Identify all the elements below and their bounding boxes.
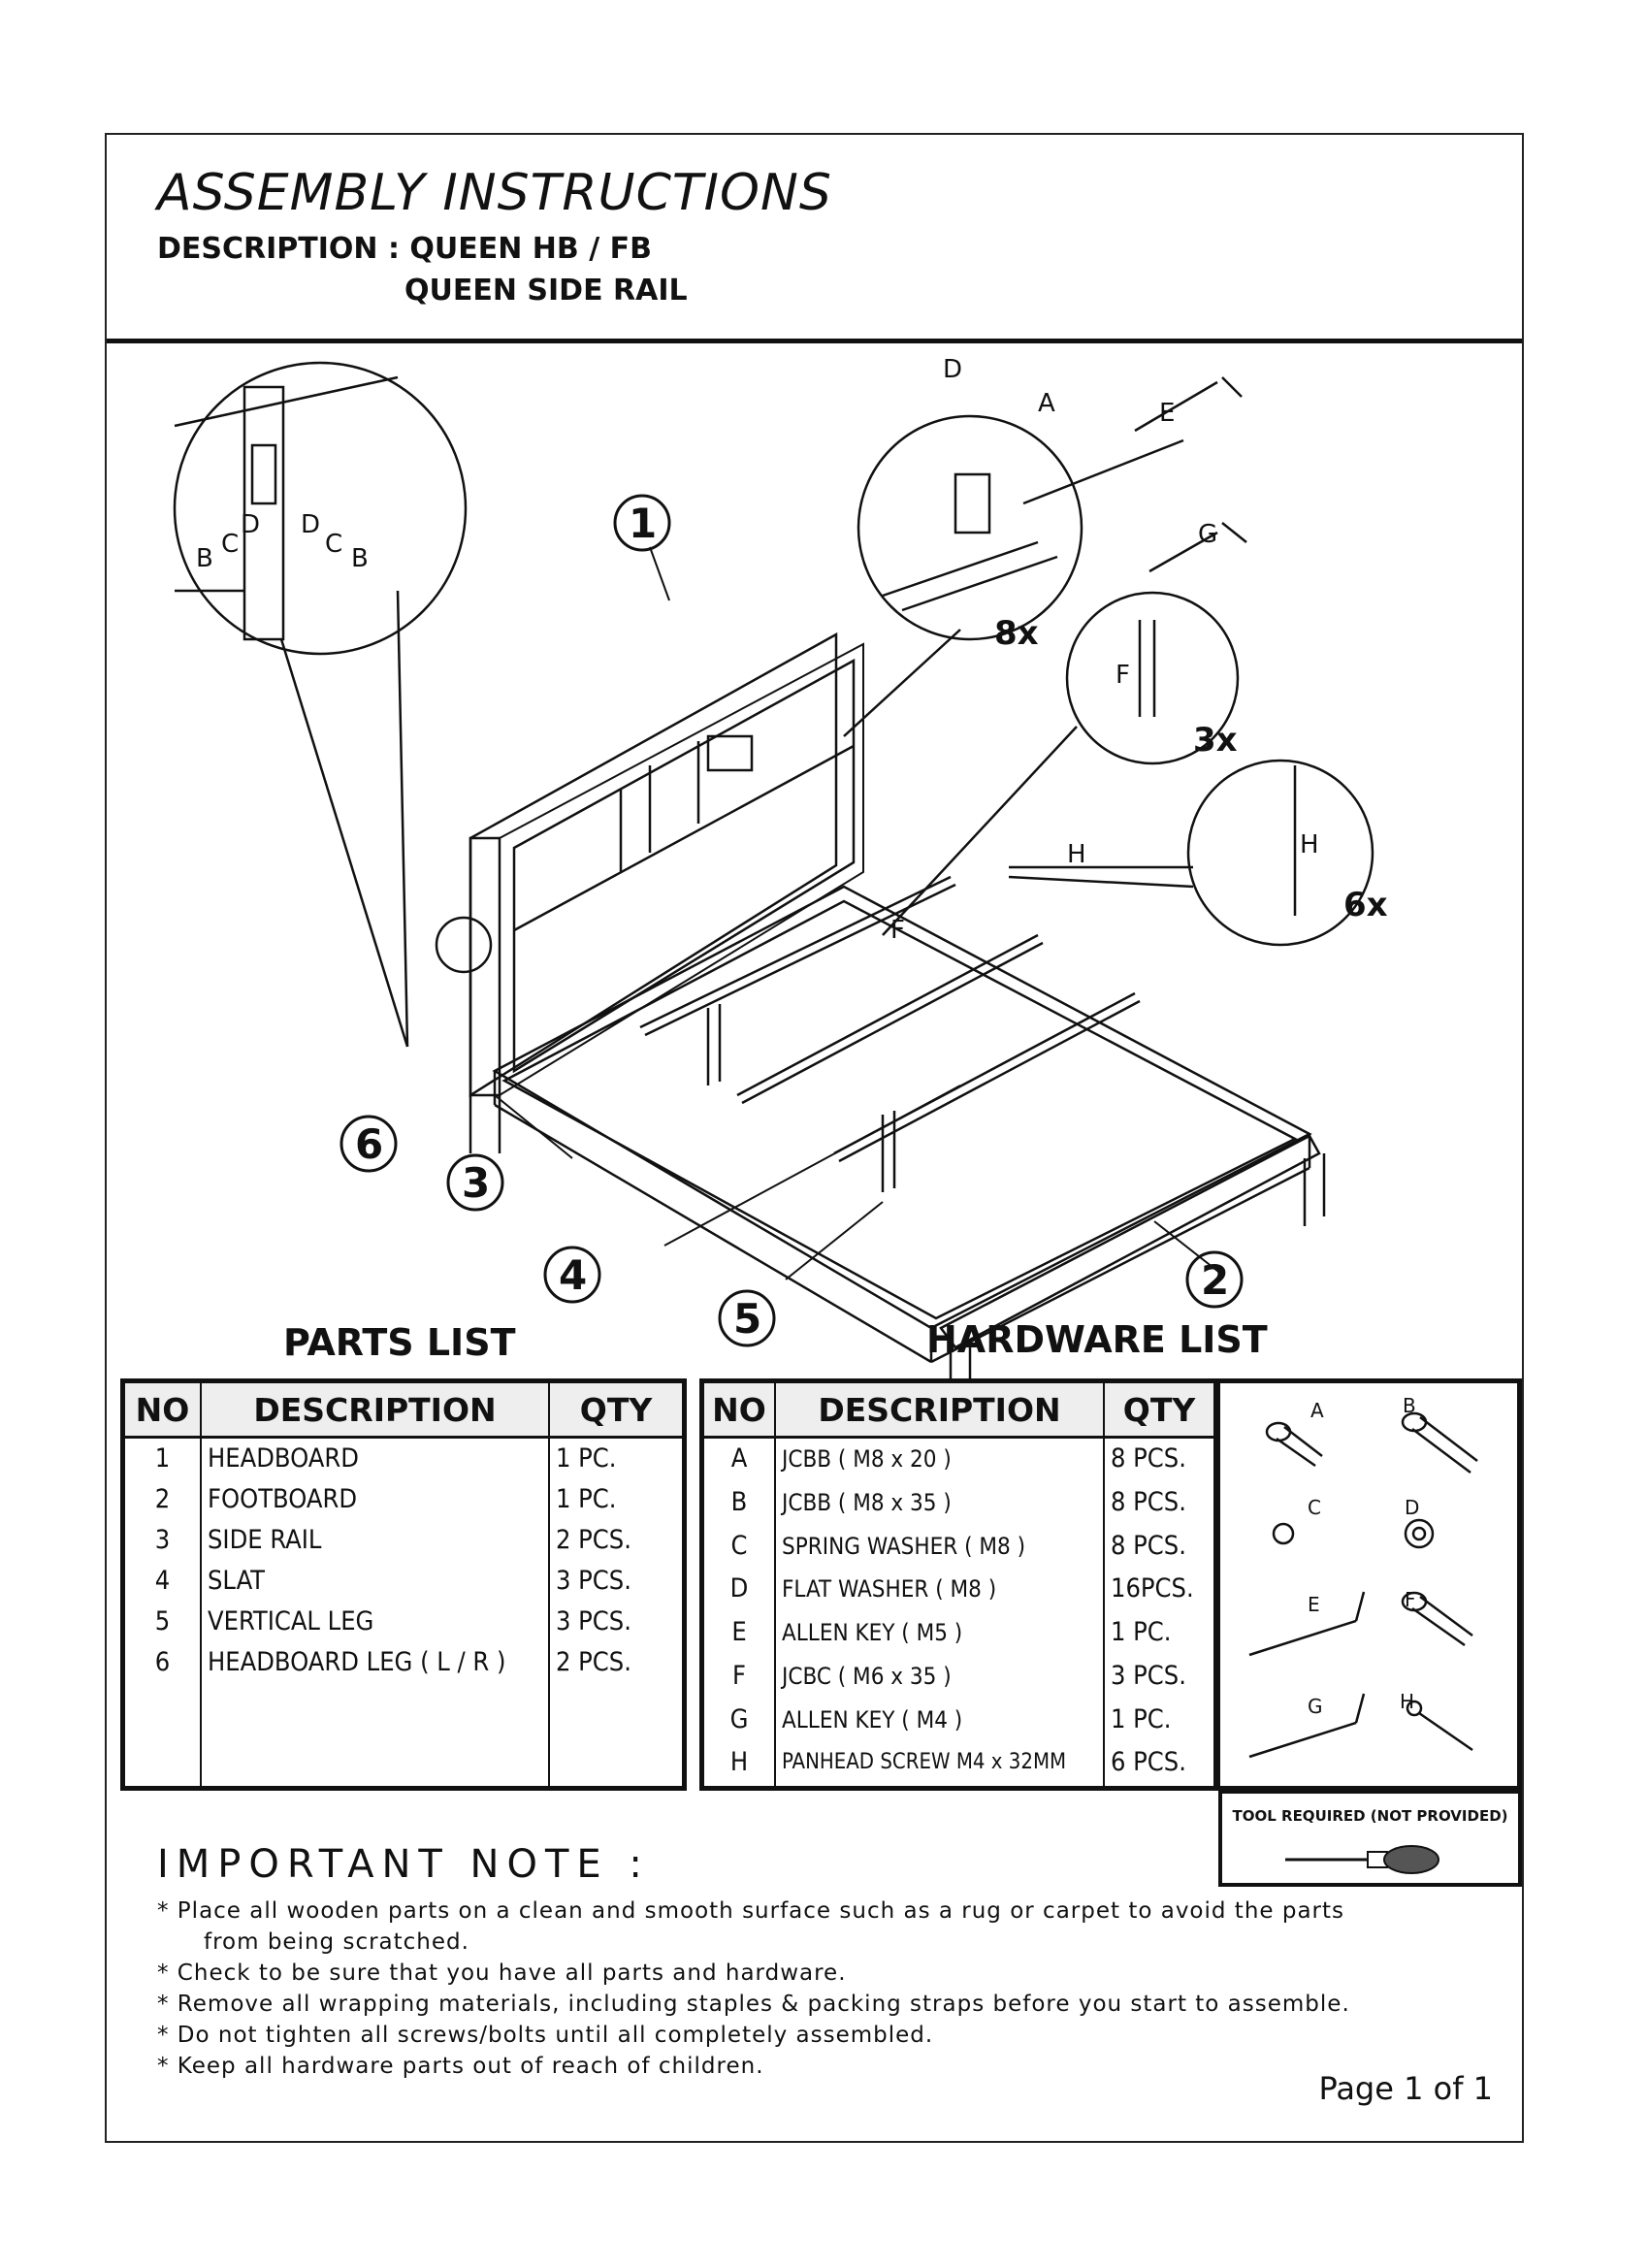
hardware-description: ALLEN KEY ( M4 ) bbox=[775, 1700, 1104, 1743]
parts-qty: 2 PCS. bbox=[556, 1647, 631, 1677]
parts-description: FOOTBOARD bbox=[201, 1479, 549, 1520]
svg-text:B: B bbox=[196, 544, 213, 573]
assembly-diagram bbox=[107, 348, 1526, 1425]
callout-3: 3 bbox=[462, 1159, 491, 1207]
callout-5: 5 bbox=[733, 1295, 762, 1343]
headboard-drawing bbox=[470, 634, 863, 1153]
hardware-description: JCBB ( M8 x 20 ) bbox=[775, 1438, 1104, 1482]
parts-no: 3 bbox=[125, 1520, 201, 1561]
table-row bbox=[704, 1612, 1213, 1656]
hardware-qty: 8 PCS. bbox=[1111, 1530, 1186, 1561]
icon-label-d: D bbox=[1405, 1496, 1420, 1519]
parts-no: 2 bbox=[125, 1479, 201, 1520]
important-note-title: IMPORTANT NOTE : bbox=[157, 1842, 650, 1887]
hardware-description: JCBC ( M6 x 35 ) bbox=[775, 1656, 1104, 1700]
svg-text:A: A bbox=[1038, 389, 1055, 418]
parts-no: 4 bbox=[125, 1561, 201, 1602]
table-row bbox=[704, 1526, 1213, 1570]
svg-text:F: F bbox=[1116, 661, 1130, 690]
svg-text:G: G bbox=[1198, 520, 1218, 549]
note-item: * Check to be sure that you have all parts and hardware. bbox=[157, 1960, 847, 1986]
hardware-no: D bbox=[704, 1569, 775, 1612]
parts-header-qty: QTY bbox=[549, 1383, 682, 1438]
parts-description: SIDE RAIL bbox=[201, 1520, 549, 1561]
hardware-qty: 1 PC. bbox=[1111, 1703, 1172, 1734]
parts-qty: 2 PCS. bbox=[556, 1525, 631, 1555]
hardware-list-title: HARDWARE LIST bbox=[926, 1318, 1268, 1361]
hardware-no: E bbox=[704, 1612, 775, 1656]
screw-h-icon bbox=[1407, 1701, 1472, 1750]
icon-label-c: C bbox=[1308, 1496, 1321, 1519]
svg-text:H: H bbox=[1067, 840, 1086, 869]
hardware-description: FLAT WASHER ( M8 ) bbox=[775, 1569, 1104, 1612]
qty-3x: 3x bbox=[1193, 721, 1238, 760]
header bbox=[107, 135, 1522, 343]
tool-required-box bbox=[1218, 1790, 1522, 1887]
flat-washer-d-icon bbox=[1406, 1520, 1433, 1547]
table-row bbox=[125, 1479, 682, 1520]
allen-key-g-icon bbox=[1249, 1694, 1364, 1757]
hardware-no: A bbox=[704, 1438, 775, 1482]
important-note-list bbox=[157, 1895, 1496, 2082]
page-number: Page 1 of 1 bbox=[1318, 2070, 1493, 2107]
detail-circle-left bbox=[175, 363, 491, 1047]
hardware-description: ALLEN KEY ( M5 ) bbox=[775, 1612, 1104, 1656]
description-line-2: QUEEN SIDE RAIL bbox=[404, 274, 688, 308]
table-row bbox=[704, 1482, 1213, 1526]
table-row bbox=[125, 1520, 682, 1561]
icon-label-b: B bbox=[1403, 1394, 1416, 1417]
table-row bbox=[125, 1438, 682, 1480]
note-item: * Place all wooden parts on a clean and smooth surface such as a rug or carpet to avoid the parts bbox=[157, 1898, 1345, 1924]
svg-text:E: E bbox=[1159, 399, 1176, 428]
note-item: from being scratched. bbox=[204, 1929, 469, 1955]
icon-label-h: H bbox=[1400, 1690, 1415, 1713]
svg-text:B: B bbox=[351, 544, 369, 573]
parts-qty: 1 PC. bbox=[556, 1443, 617, 1474]
hardware-header-qty: QTY bbox=[1104, 1383, 1213, 1438]
svg-text:D: D bbox=[241, 510, 261, 539]
hardware-description: PANHEAD SCREW M4 x 32MM bbox=[775, 1742, 1104, 1786]
note-item: * Remove all wrapping materials, including staples & packing straps before you start to assemble. bbox=[157, 1992, 1350, 2017]
bolt-b-icon bbox=[1403, 1413, 1477, 1473]
note-item: * Do not tighten all screws/bolts until all completely assembled. bbox=[157, 2023, 934, 2048]
screwdriver-icon bbox=[1276, 1834, 1470, 1878]
parts-no: 6 bbox=[125, 1642, 201, 1683]
parts-description: SLAT bbox=[201, 1561, 549, 1602]
hardware-no: F bbox=[704, 1656, 775, 1700]
hardware-no: G bbox=[704, 1700, 775, 1743]
parts-table bbox=[120, 1378, 687, 1791]
parts-header-description: DESCRIPTION bbox=[201, 1383, 549, 1438]
icon-label-f: F bbox=[1405, 1588, 1416, 1611]
hardware-header-no: NO bbox=[704, 1383, 775, 1438]
svg-text:C: C bbox=[221, 530, 240, 559]
hardware-header-description: DESCRIPTION bbox=[775, 1383, 1104, 1438]
callout-4: 4 bbox=[559, 1251, 588, 1299]
hardware-qty: 16PCS. bbox=[1111, 1573, 1194, 1604]
table-row bbox=[704, 1569, 1213, 1612]
spring-washer-c-icon bbox=[1274, 1524, 1293, 1543]
table-row bbox=[704, 1700, 1213, 1743]
callout-6: 6 bbox=[355, 1120, 384, 1168]
parts-no: 5 bbox=[125, 1602, 201, 1642]
hardware-qty: 1 PC. bbox=[1111, 1617, 1172, 1648]
description-line-1: DESCRIPTION : QUEEN HB / FB bbox=[157, 232, 652, 266]
parts-description: VERTICAL LEG bbox=[201, 1602, 549, 1642]
icon-label-e: E bbox=[1308, 1593, 1320, 1616]
qty-8x: 8x bbox=[994, 614, 1039, 653]
document-frame bbox=[105, 133, 1524, 2143]
note-item: * Keep all hardware parts out of reach of children. bbox=[157, 2054, 764, 2079]
parts-qty: 1 PC. bbox=[556, 1484, 617, 1514]
callout-2: 2 bbox=[1201, 1256, 1230, 1304]
svg-text:C: C bbox=[325, 530, 343, 559]
icon-label-g: G bbox=[1308, 1695, 1323, 1718]
tool-required-label: TOOL REQUIRED (NOT PROVIDED) bbox=[1232, 1807, 1508, 1825]
parts-qty: 3 PCS. bbox=[556, 1606, 631, 1636]
detail-circle-top-right bbox=[844, 377, 1242, 736]
hardware-table bbox=[699, 1378, 1218, 1791]
hardware-no: B bbox=[704, 1482, 775, 1526]
svg-text:D: D bbox=[301, 510, 321, 539]
table-row bbox=[125, 1561, 682, 1602]
table-row bbox=[704, 1656, 1213, 1700]
table-row bbox=[125, 1642, 682, 1683]
bolt-a-icon bbox=[1267, 1423, 1322, 1466]
parts-list-title: PARTS LIST bbox=[283, 1321, 516, 1364]
parts-description: HEADBOARD bbox=[201, 1438, 549, 1480]
svg-text:D: D bbox=[943, 355, 963, 384]
svg-text:H: H bbox=[1300, 830, 1319, 859]
hardware-icons-panel bbox=[1218, 1378, 1522, 1791]
hardware-no: C bbox=[704, 1526, 775, 1570]
hardware-qty: 8 PCS. bbox=[1111, 1443, 1186, 1474]
hardware-qty: 6 PCS. bbox=[1111, 1747, 1186, 1778]
hardware-description: JCBB ( M8 x 35 ) bbox=[775, 1482, 1104, 1526]
qty-6x: 6x bbox=[1343, 886, 1388, 924]
parts-no: 1 bbox=[125, 1438, 201, 1480]
parts-description: HEADBOARD LEG ( L / R ) bbox=[201, 1642, 549, 1683]
svg-text:F: F bbox=[890, 916, 905, 945]
table-row bbox=[125, 1602, 682, 1642]
hardware-no: H bbox=[704, 1742, 775, 1786]
hardware-qty: 3 PCS. bbox=[1111, 1660, 1186, 1691]
hardware-description: SPRING WASHER ( M8 ) bbox=[775, 1526, 1104, 1570]
document-title: ASSEMBLY INSTRUCTIONS bbox=[157, 164, 832, 222]
table-row bbox=[704, 1742, 1213, 1786]
parts-qty: 3 PCS. bbox=[556, 1566, 631, 1596]
hardware-qty: 8 PCS. bbox=[1111, 1486, 1186, 1517]
allen-key-e-icon bbox=[1249, 1592, 1364, 1655]
callout-1: 1 bbox=[629, 500, 658, 547]
table-row bbox=[704, 1438, 1213, 1482]
icon-label-a: A bbox=[1310, 1399, 1324, 1422]
parts-header-no: NO bbox=[125, 1383, 201, 1438]
